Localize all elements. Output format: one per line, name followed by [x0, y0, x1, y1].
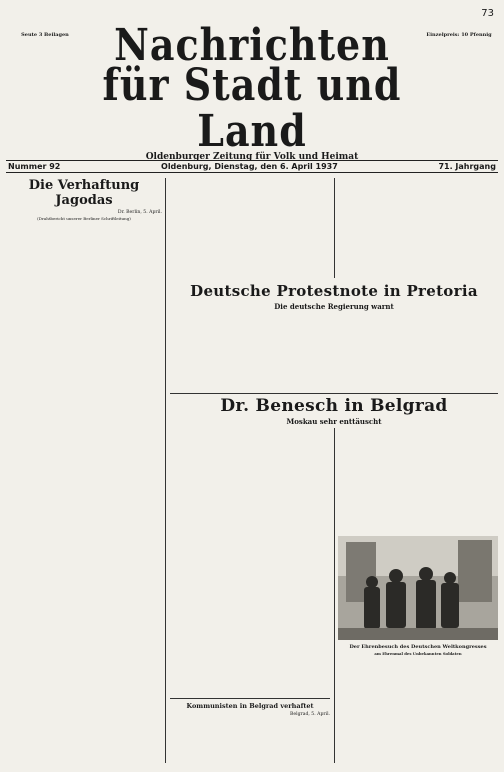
article-kicker: Die deutsche Regierung warnt [274, 302, 394, 311]
issue-date: Oldenburg, Dienstag, den 6. April 1937 [161, 162, 338, 171]
section-rule [170, 393, 498, 394]
photo-caption [338, 643, 498, 656]
article-headline: Kommunisten in Belgrad verhaftet [186, 702, 314, 710]
volume-number: 71. Jahrgang [438, 162, 496, 171]
newspaper-page [6, 8, 498, 768]
article-benesch [170, 398, 498, 429]
photo-image [338, 536, 498, 640]
column-rule [334, 178, 335, 278]
price-label: Einzelpreis: 10 Pfennig [426, 32, 492, 38]
article-headline: Dr. Benesch in Belgrad [220, 396, 448, 416]
left-ear [6, 30, 84, 38]
news-photo [338, 536, 498, 640]
issue-number: Nummer 92 [8, 162, 61, 171]
article-headline: Deutsche Protestnote in Pretoria [190, 282, 478, 300]
masthead [90, 18, 414, 162]
column-rule [334, 428, 335, 763]
article-dateline: Belgrad, 5. April. [290, 712, 330, 717]
caption-sub: am Ehrenmal des Unbekannten Soldaten [374, 650, 462, 656]
article-jagoda [6, 178, 162, 223]
article-protest-note [170, 283, 498, 314]
masthead-title-line2: für Stadt und Land [102, 58, 402, 157]
right-ear [420, 30, 498, 38]
left-ear-supplements: Seute 3 Beilagen [21, 32, 69, 38]
article-kicker: Moskau sehr enttäuscht [286, 417, 382, 426]
article-byline: (Drahtbericht unserer Berliner Schriftleitung) [37, 216, 131, 221]
caption-head: Der Ehrenbesuch des Deutschen Weltkongresses [349, 644, 487, 650]
column-rule [165, 178, 166, 763]
article-dateline: Dr. Berlin, 5. April. [117, 210, 162, 215]
dateline-bar [6, 160, 498, 173]
section-rule [170, 698, 330, 699]
page-number: 73 [481, 8, 494, 19]
masthead-subtitle: Oldenburger Zeitung für Volk und Heimat [145, 152, 359, 162]
article-communists [170, 698, 330, 718]
article-headline: Die Verhaftung Jagodas [28, 178, 140, 208]
masthead-title-line1: Nachrichten [114, 18, 390, 71]
